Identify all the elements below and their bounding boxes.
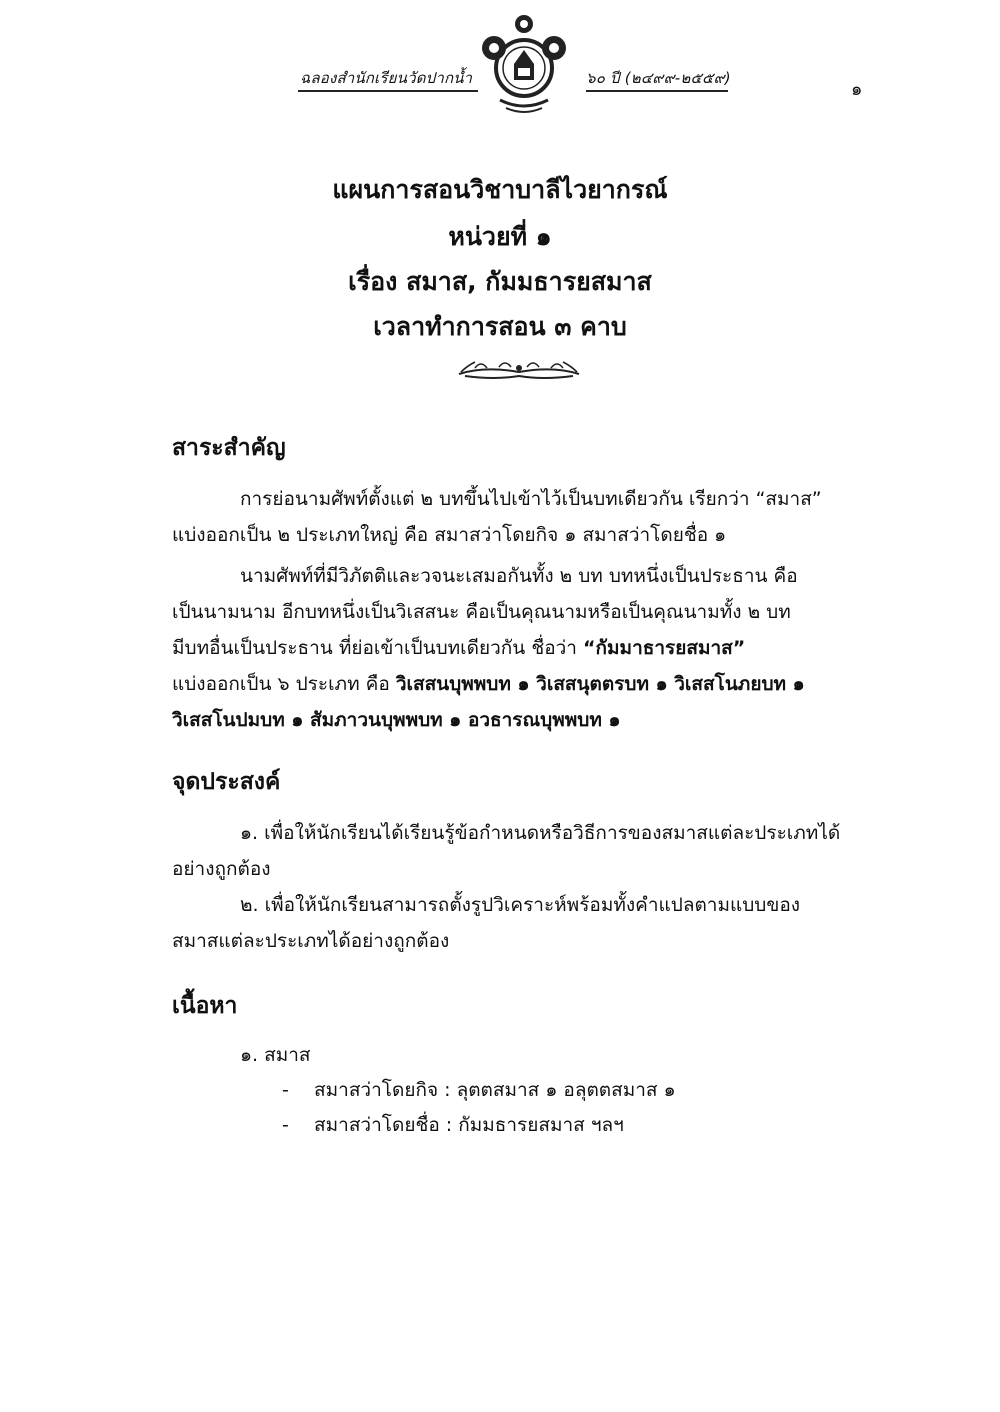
header-left-rule	[298, 90, 478, 92]
essence-heading: สาระสำคัญ	[172, 435, 286, 461]
essence-p2-line4	[172, 669, 805, 699]
content-subitem-1-text: สมาสว่าโดยกิจ : ลุตตสมาส ๑ อลุตตสมาส ๑	[314, 1079, 676, 1101]
bullet-dash: -	[282, 1079, 289, 1101]
content-subitem-2	[282, 1110, 624, 1140]
title-line-1: แผนการสอนวิชาบาลีไวยากรณ์	[332, 175, 668, 204]
title-line-3: เรื่อง สมาส, กัมมธารยสมาส	[348, 267, 652, 296]
essence-p2-line3-text: มีบทอื่นเป็นประธาน ที่ย่อเข้าเป็นบทเดียวกัน ชื่อว่า	[172, 637, 577, 659]
content-subitem-1	[282, 1075, 676, 1105]
essence-types-part1: วิเสสนบุพพบท ๑ วิเสสนุตตรบท ๑ วิเสสโนภยบท ๑	[395, 673, 805, 695]
content-heading: เนื้อหา	[172, 993, 238, 1019]
title-line-2: หน่วยที่ ๑	[448, 222, 552, 251]
term-kammadharaya: “กัมมาธารยสมาส”	[583, 637, 746, 659]
objective-2-line2: สมาสแต่ละประเภทได้อย่างถูกต้อง	[172, 930, 450, 952]
essence-p2-line2: เป็นนามนาม อีกบทหนึ่งเป็นวิเสสนะ คือเป็นคุณนามหรือเป็นคุณนามทั้ง ๒ บท	[172, 601, 791, 623]
objectives-heading: จุดประสงค์	[172, 769, 281, 795]
title-line-4: เวลาทำการสอน ๓ คาบ	[373, 312, 627, 341]
objective-1-line1: ๑. เพื่อให้นักเรียนได้เรียนรู้ข้อกำหนดหรือวิธีการของสมาสแต่ละประเภทได้	[240, 822, 841, 844]
essence-types-part2: วิเสสโนปมบท ๑ สัมภาวนบุพพบท ๑ อวธารณบุพพบท ๑	[172, 709, 621, 731]
objective-2-line1: ๒. เพื่อให้นักเรียนสามารถตั้งรูปวิเคราะห์พร้อมทั้งคำแปลตามแบบของ	[240, 894, 801, 916]
essence-p1-line2: แบ่งออกเป็น ๒ ประเภทใหญ่ คือ สมาสว่าโดยกิจ ๑ สมาสว่าโดยชื่อ ๑	[172, 524, 727, 546]
content-item-1: ๑. สมาส	[240, 1044, 311, 1066]
objective-1-line2: อย่างถูกต้อง	[172, 858, 271, 880]
content-subitem-2-text: สมาสว่าโดยชื่อ : กัมมธารยสมาส ฯลฯ	[314, 1114, 624, 1136]
header-center-text: ๖๐ ปี (๒๔๙๙-๒๕๕๙)	[586, 69, 731, 87]
bullet-dash: -	[282, 1114, 289, 1136]
institution-seal	[480, 12, 570, 116]
essence-p2-line3	[172, 633, 745, 663]
ornament-divider	[455, 356, 583, 382]
essence-p1-line1: การย่อนามศัพท์ตั้งแต่ ๒ บทขึ้นไปเข้าไว้เป็นบทเดียวกัน เรียกว่า “สมาส”	[240, 488, 822, 510]
header-right-rule	[586, 90, 728, 92]
page-number: ๑	[851, 79, 863, 100]
essence-p2-line4-text: แบ่งออกเป็น ๖ ประเภท คือ	[172, 673, 390, 695]
header-left-text: ฉลองสำนักเรียนวัดปากน้ำ	[300, 69, 473, 87]
essence-p2-line1: นามศัพท์ที่มีวิภัตติและวจนะเสมอกันทั้ง ๒ บท บทหนึ่งเป็นประธาน คือ	[240, 565, 798, 587]
